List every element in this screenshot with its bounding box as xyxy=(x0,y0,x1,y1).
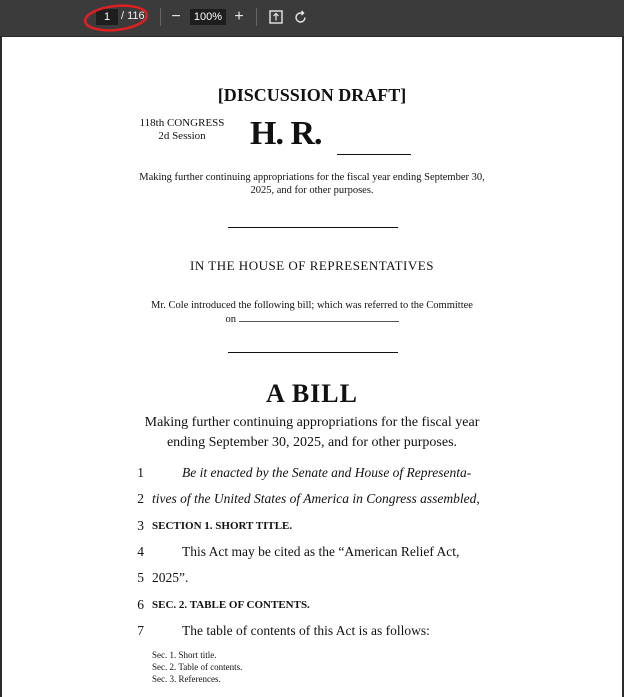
draft-label: [DISCUSSION DRAFT] xyxy=(217,85,407,105)
line-number: 7 xyxy=(137,623,144,638)
bill-number-blank xyxy=(337,154,411,155)
zoom-level-field[interactable]: 100% xyxy=(190,9,226,25)
toc-entry: Sec. 2. Table of contents. xyxy=(152,662,243,672)
congress-session xyxy=(128,117,236,143)
pdf-page xyxy=(2,37,622,697)
bill-line xyxy=(2,623,622,643)
red-circle-annotation xyxy=(82,2,150,34)
bill-line xyxy=(2,544,622,564)
committee-line xyxy=(134,313,490,327)
line-number: 2 xyxy=(137,491,144,506)
introduction-line: Mr. Cole introduced the following bill; which was referred to the Committee xyxy=(151,300,473,311)
bill-number: H. R. xyxy=(250,115,322,152)
pdf-toolbar xyxy=(0,0,624,36)
plus-icon[interactable]: + xyxy=(234,8,244,25)
minus-icon[interactable]: − xyxy=(171,8,181,25)
page-total-label: / 116 xyxy=(121,10,145,22)
toc-entry: Sec. 1. Short title. xyxy=(152,650,217,660)
line-number: 5 xyxy=(137,570,144,585)
bill-line xyxy=(2,465,622,485)
purpose-summary: Making further continuing appropriations for the fiscal year ending September 30, 2025, and for other purposes. xyxy=(139,172,485,196)
bill-line xyxy=(2,518,622,538)
line-text: 2025”. xyxy=(152,570,189,585)
line-number: 6 xyxy=(137,597,144,612)
divider-rule xyxy=(228,227,398,228)
line-number: 4 xyxy=(137,544,144,559)
house-heading: IN THE HOUSE OF REPRESENTATIVES xyxy=(190,258,434,273)
committee-blank xyxy=(239,321,399,322)
rotate-icon[interactable] xyxy=(290,6,310,28)
line-text: This Act may be cited as the “American Relief Act, xyxy=(182,544,460,559)
toc-entry: Sec. 3. References. xyxy=(152,674,221,684)
session-label: 2d Session xyxy=(158,130,206,142)
bill-line xyxy=(2,570,622,590)
section-heading: SECTION 1. SHORT TITLE. xyxy=(152,520,293,532)
toolbar-separator xyxy=(160,8,161,26)
congress-label: 118th CONGRESS xyxy=(139,117,225,129)
a-bill-title: A BILL xyxy=(266,379,358,408)
toolbar-separator xyxy=(256,8,257,26)
bill-line xyxy=(2,597,622,617)
bill-purpose: Making further continuing appropriations for the fiscal year ending September 30, 2025, and for other purposes. xyxy=(144,415,480,450)
line-number: 1 xyxy=(137,465,144,480)
introduction-text xyxy=(2,299,622,327)
bill-line xyxy=(2,491,622,511)
divider-rule xyxy=(228,352,398,353)
line-number: 3 xyxy=(137,518,144,533)
line-text: tives of the United States of America in Congress assembled, xyxy=(152,491,480,506)
section-heading: SEC. 2. TABLE OF CONTENTS. xyxy=(152,599,310,611)
fit-page-icon[interactable] xyxy=(266,6,286,28)
line-text: Be it enacted by the Senate and House of Representa- xyxy=(182,465,472,480)
committee-on-label: on xyxy=(225,314,236,325)
line-text: The table of contents of this Act is as follows: xyxy=(182,623,430,638)
